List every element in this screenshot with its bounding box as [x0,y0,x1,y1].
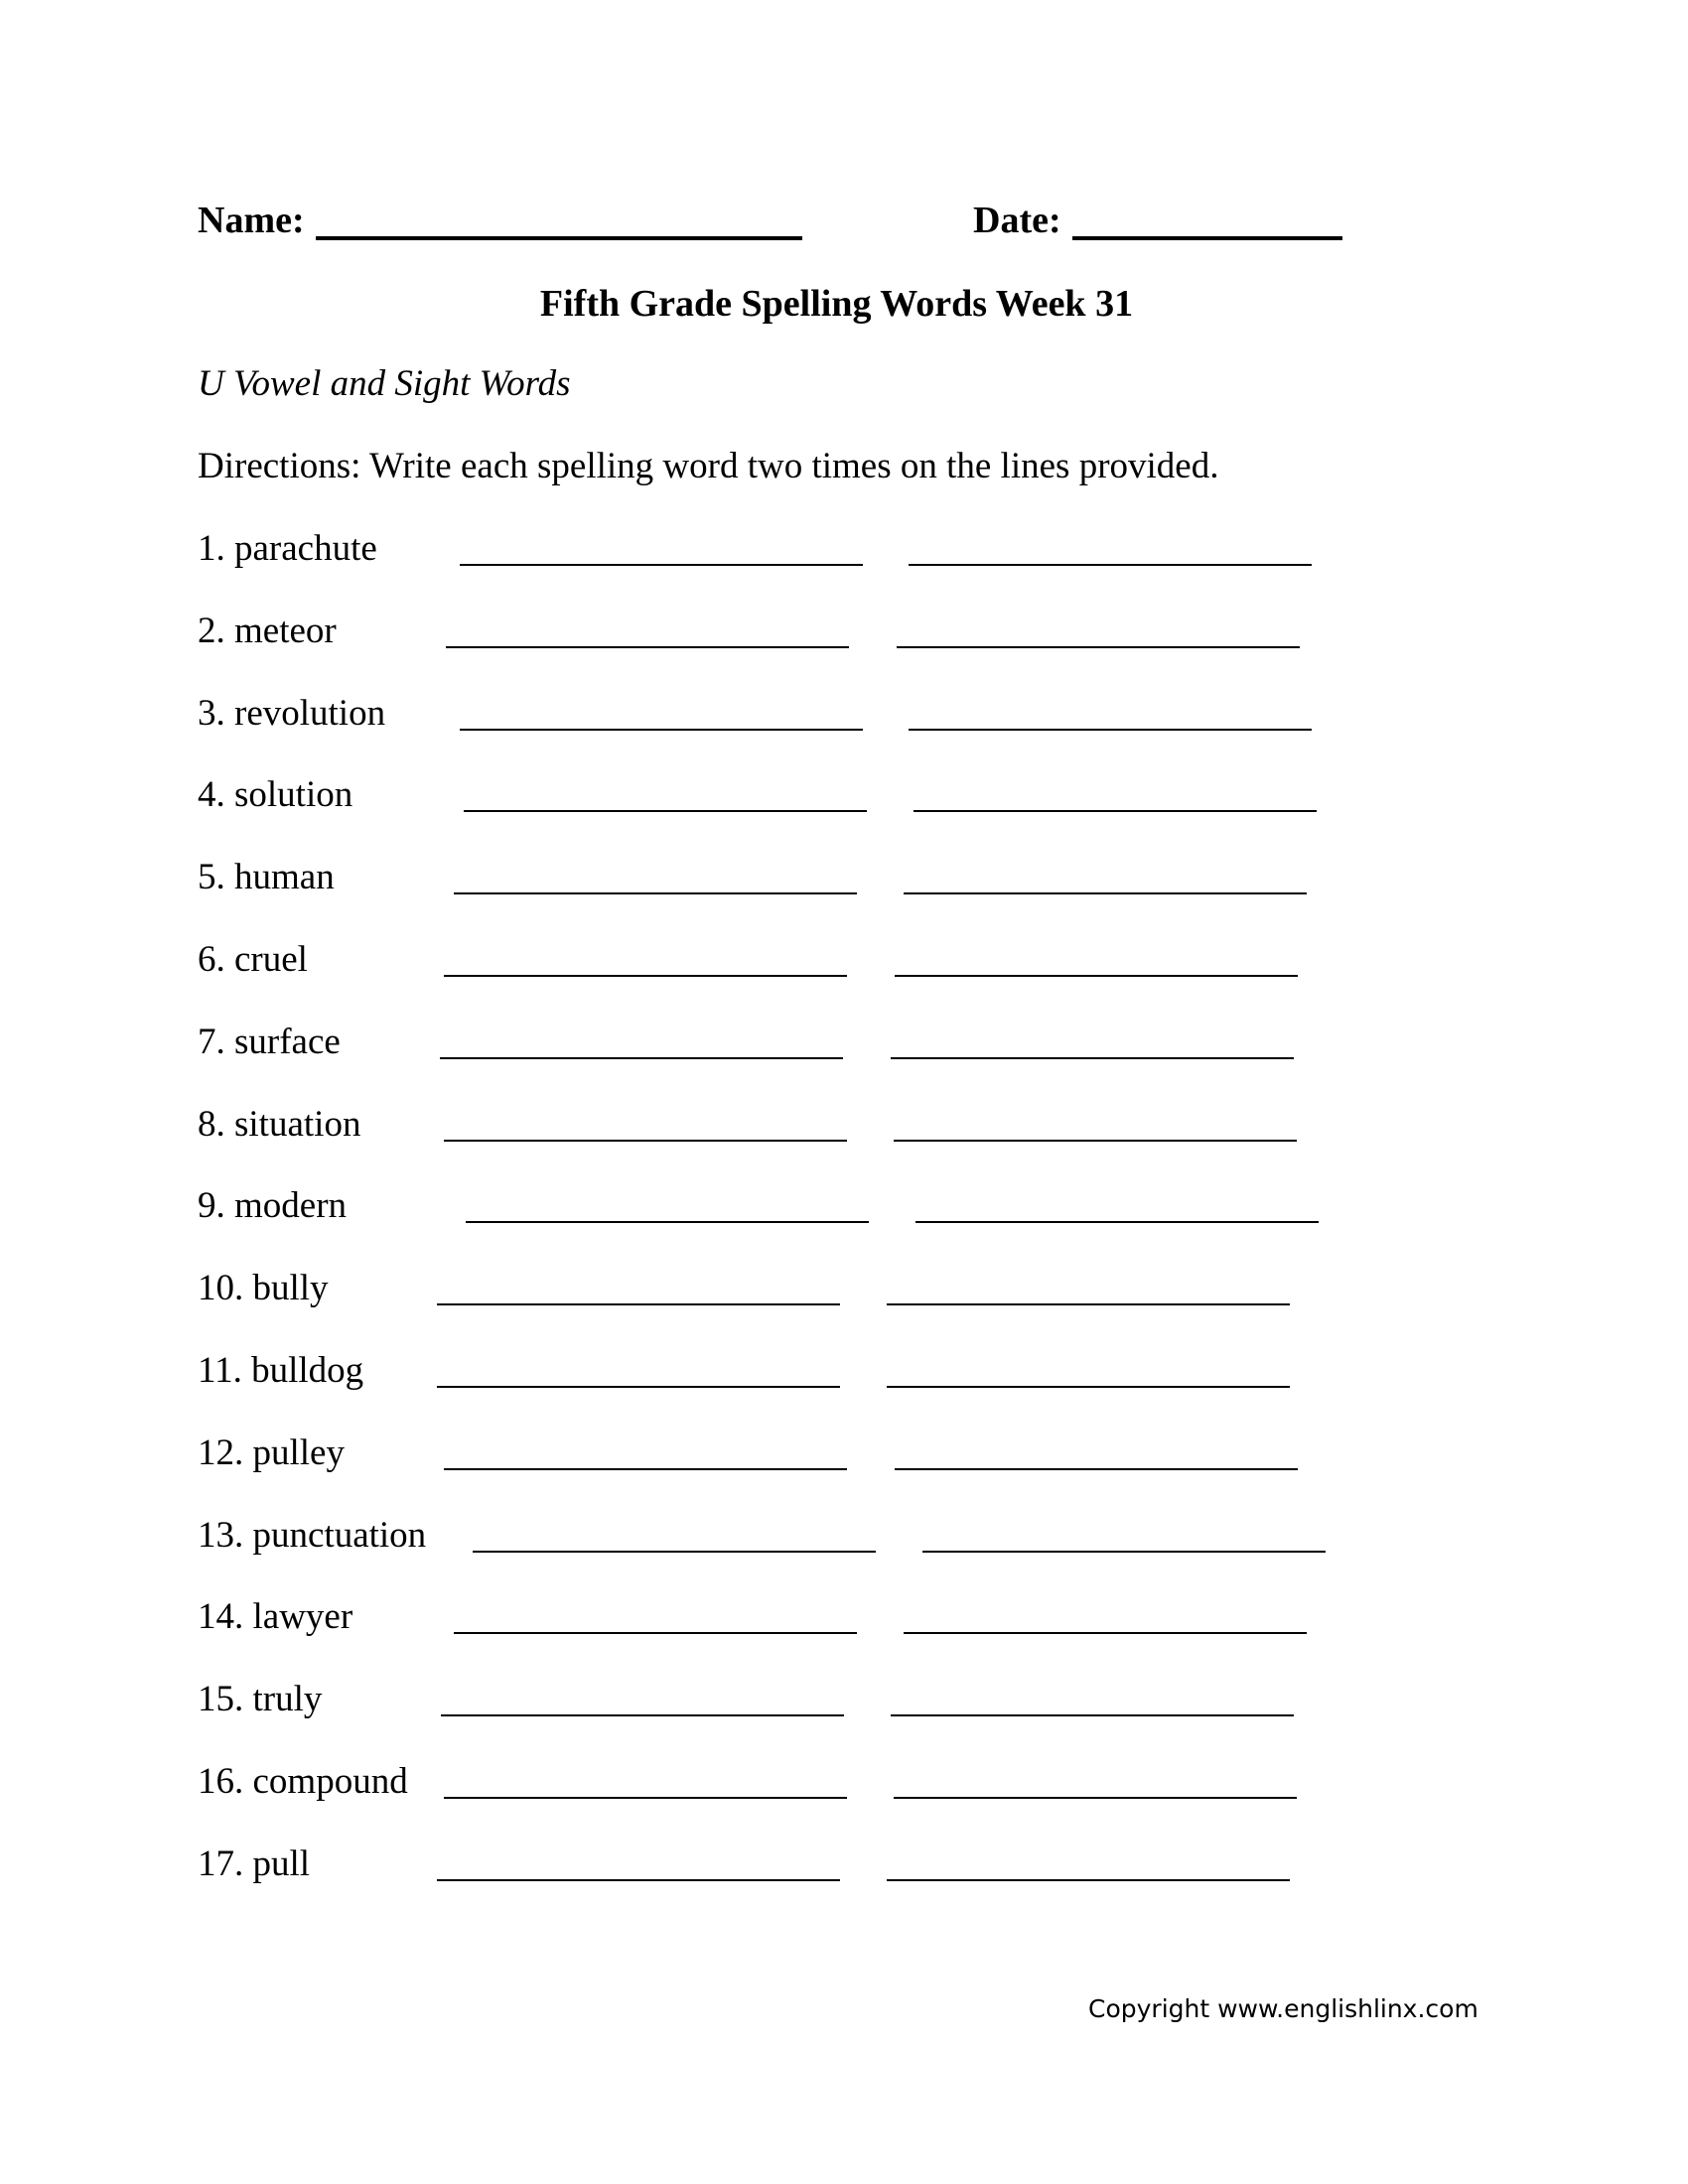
write-line-first[interactable] [440,1057,843,1059]
write-line-second[interactable] [922,1551,1326,1553]
write-line-second[interactable] [894,1140,1297,1142]
name-field-line[interactable] [316,236,802,240]
write-line-second[interactable] [909,564,1312,566]
write-line-second[interactable] [904,892,1307,894]
write-line-first[interactable] [444,1140,847,1142]
write-line-first[interactable] [464,810,867,812]
spelling-word-label: 14. lawyer [198,1596,353,1638]
write-line-second[interactable] [891,1714,1294,1716]
spelling-word-label: 12. pulley [198,1432,345,1473]
spelling-word-label: 10. bully [198,1268,329,1309]
copyright-notice: Copyright www.englishlinx.com [1088,1994,1478,2023]
directions-text: Directions: Write each spelling word two times on the lines provided. [198,446,1219,486]
write-line-first[interactable] [466,1221,869,1223]
write-line-first[interactable] [444,1468,847,1470]
write-line-first[interactable] [454,892,857,894]
write-line-second[interactable] [915,1221,1319,1223]
write-line-first[interactable] [473,1551,876,1553]
write-line-first[interactable] [444,975,847,977]
write-line-first[interactable] [444,1797,847,1799]
spelling-word-label: 9. modern [198,1185,348,1227]
write-line-second[interactable] [894,1797,1297,1799]
date-field-line[interactable] [1072,236,1342,240]
spelling-word-label: 7. surface [198,1021,341,1062]
write-line-second[interactable] [887,1879,1290,1881]
spelling-word-label: 1. parachute [198,528,377,569]
write-line-second[interactable] [904,1632,1307,1634]
write-line-second[interactable] [914,810,1317,812]
date-label: Date: [973,200,1061,241]
worksheet-title: Fifth Grade Spelling Words Week 31 [539,283,1134,325]
spelling-word-label: 17. pull [198,1843,311,1884]
spelling-word-label: 13. punctuation [198,1514,427,1556]
spelling-word-label: 2. meteor [198,610,337,651]
write-line-first[interactable] [437,1386,840,1388]
spelling-word-label: 16. compound [198,1761,408,1802]
write-line-first[interactable] [437,1879,840,1881]
spelling-word-label: 6. cruel [198,939,308,980]
write-line-second[interactable] [909,729,1312,731]
spelling-word-label: 4. solution [198,774,353,816]
spelling-word-label: 5. human [198,857,335,898]
write-line-second[interactable] [897,646,1300,648]
write-line-second[interactable] [895,975,1298,977]
spelling-word-label: 8. situation [198,1103,361,1145]
worksheet-subtitle: U Vowel and Sight Words [198,363,571,404]
write-line-second[interactable] [895,1468,1298,1470]
write-line-second[interactable] [887,1386,1290,1388]
write-line-first[interactable] [460,564,863,566]
write-line-second[interactable] [891,1057,1294,1059]
write-line-first[interactable] [441,1714,844,1716]
write-line-first[interactable] [454,1632,857,1634]
write-line-first[interactable] [460,729,863,731]
write-line-first[interactable] [437,1303,840,1305]
spelling-word-label: 11. bulldog [198,1350,364,1391]
spelling-word-label: 15. truly [198,1679,323,1720]
write-line-first[interactable] [446,646,849,648]
write-line-second[interactable] [887,1303,1290,1305]
spelling-word-label: 3. revolution [198,692,386,734]
name-label: Name: [198,200,305,241]
